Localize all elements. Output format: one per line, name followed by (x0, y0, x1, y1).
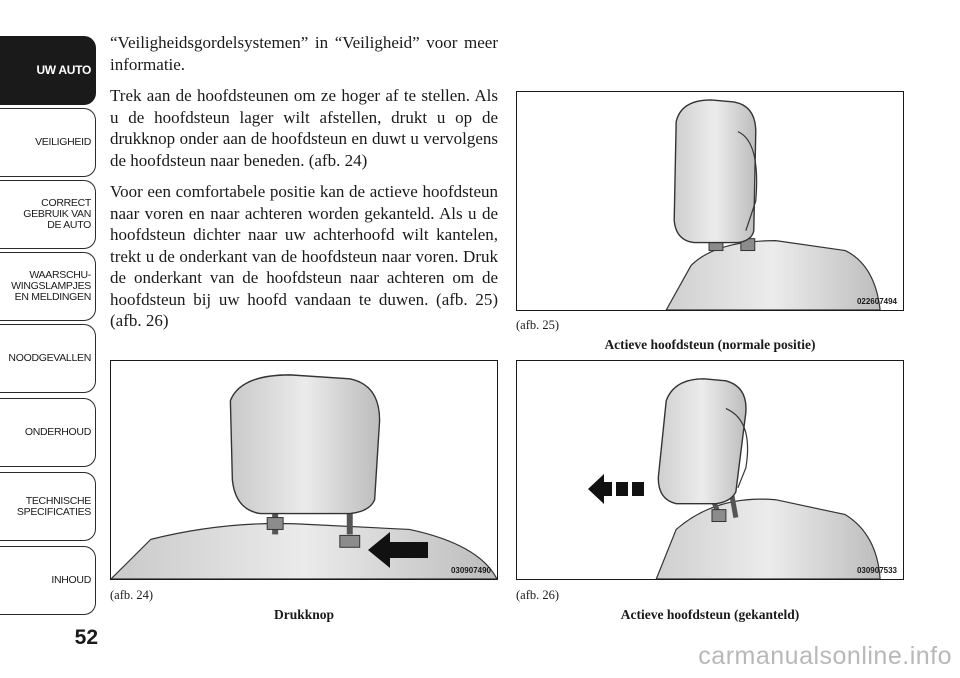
sidebar-tab-onderhoud[interactable] (0, 398, 96, 467)
figure-25-ref: (afb. 25) (516, 318, 560, 332)
paragraph: Trek aan de hoofdsteunen om ze hoger af te stellen. Als u de hoofdsteun lager wilt afstellen, drukt u op de drukknop onder aan de hoofdsteun en duwt u vervolgens de hoofdsteun naar beneden. (afb. 24) (110, 86, 498, 170)
tab-label: CORRECT GEBRUIK VAN DE AUTO (23, 197, 91, 231)
sidebar-tab-veiligheid[interactable] (0, 108, 96, 177)
figure-25-image (516, 91, 904, 311)
headrest-normal-illustration (517, 92, 903, 310)
watermark: carmanualsonline.info (698, 642, 952, 670)
page-number: 52 (74, 626, 98, 649)
sidebar-tab-noodgevallen[interactable] (0, 324, 96, 393)
figure-26-image (516, 360, 904, 580)
tilt-forward-arrow-icon (588, 472, 648, 506)
sidebar-tab-technische-specificaties[interactable] (0, 472, 96, 541)
figure-code: 030907490 (450, 566, 491, 575)
paragraph: “Veiligheidsgordelsystemen” in “Veiligheid” voor meer informatie. (110, 33, 498, 74)
figure-24-title: Drukknop (273, 607, 335, 622)
figure-25-title: Actieve hoofdsteun (normale positie) (604, 337, 816, 352)
push-arrow-icon (368, 530, 430, 570)
headrest-tilted-illustration (517, 361, 903, 579)
figure-24-ref: (afb. 24) (110, 588, 154, 602)
tab-label: UW AUTO (36, 63, 91, 77)
figure-26-ref: (afb. 26) (516, 588, 560, 602)
sidebar-tab-correct-gebruik[interactable] (0, 180, 96, 249)
tab-label: TECHNISCHE SPECIFICATIES (16, 494, 91, 518)
headrest-pushbutton-illustration (111, 361, 497, 579)
sidebar-tab-uw-auto[interactable] (0, 36, 96, 105)
tab-label: ONDERHOUD (24, 426, 91, 438)
paragraph: Voor een comfortabele positie kan de actieve hoofdsteun naar voren en naar achteren worden gekanteld. Als u de hoofdsteun dichter naar uw achterhoofd wilt kantelen, trekt u de onderkant van de hoofdsteun naar voren. Druk de onderkant van de hoofdsteun naar achteren om de hoofdsteun bij uw hoofd vandaan te duwen. (afb. 25) (afb. 26) (110, 182, 498, 330)
sidebar-tab-waarschuwingslampjes[interactable] (0, 252, 96, 321)
tab-label: VEILIGHEID (35, 136, 91, 148)
figure-code: 030907533 (856, 566, 897, 575)
tab-label: INHOUD (51, 574, 91, 586)
tab-label: NOODGEVALLEN (8, 352, 91, 364)
figure-24-image (110, 360, 498, 580)
body-text (110, 32, 498, 342)
tab-label: WAARSCHU- WINGSLAMPJES EN MELDINGEN (11, 269, 91, 303)
sidebar-tab-inhoud[interactable] (0, 546, 96, 615)
figure-26-title: Actieve hoofdsteun (gekanteld) (620, 607, 800, 622)
figure-code: 022607494 (856, 297, 897, 306)
